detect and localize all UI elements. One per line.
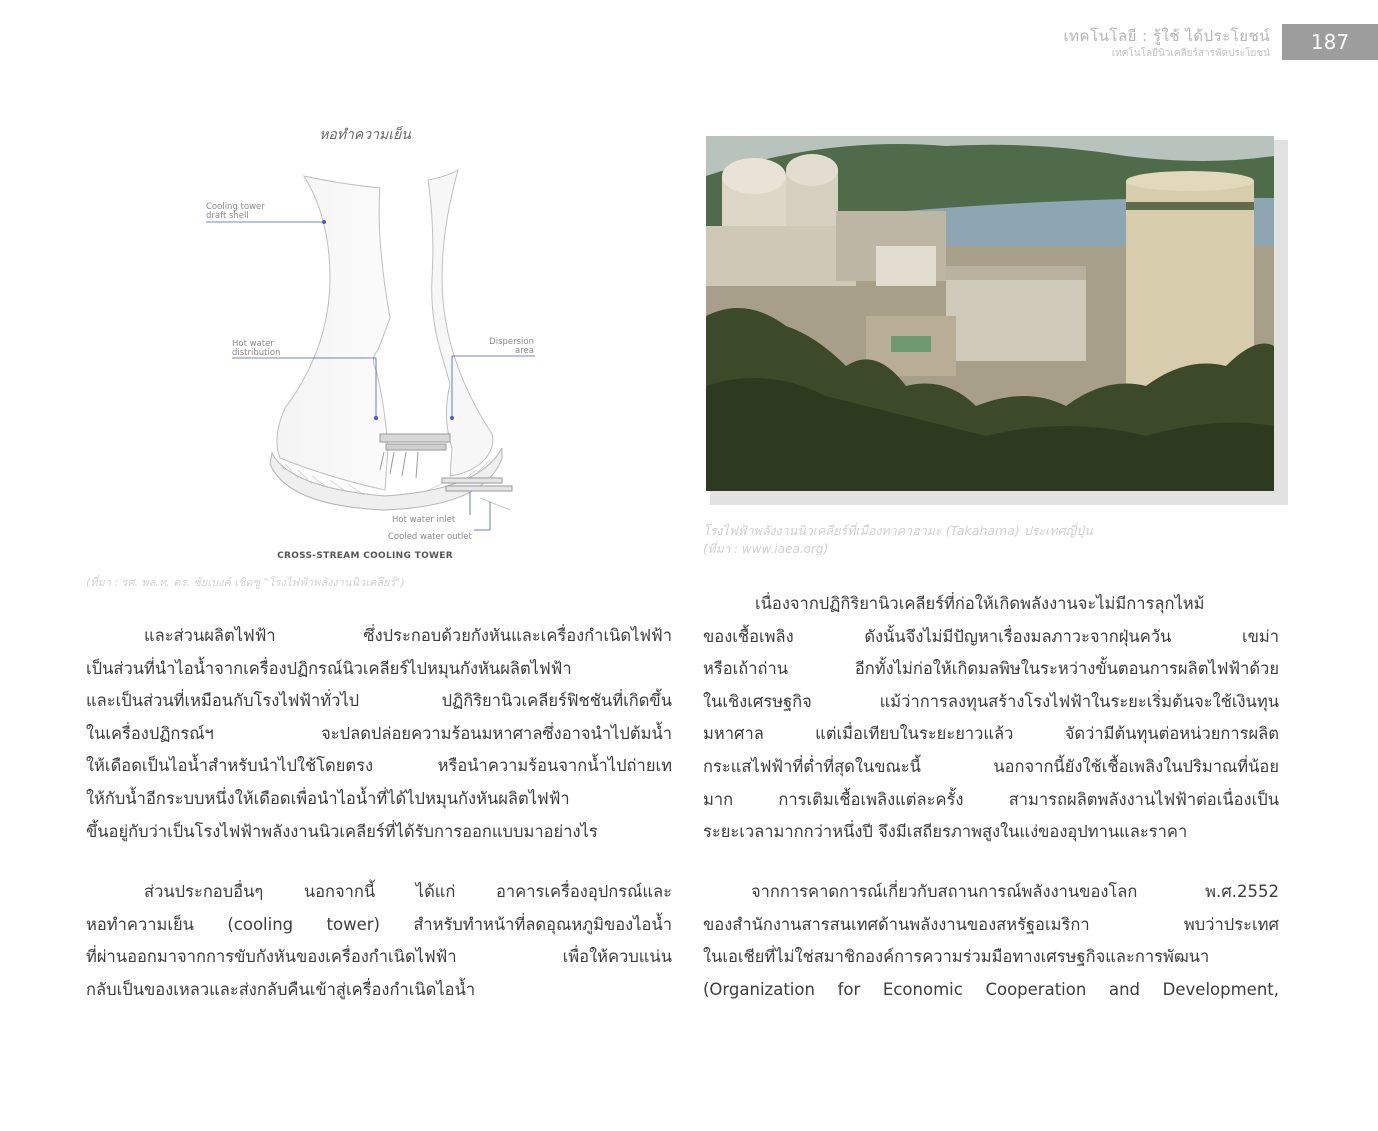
label-draft-shell: draft shell	[206, 211, 249, 221]
text-line: ส่วนประกอบอื่นๆ นอกจากนี้ ได้แก่ อาคารเครื่องอุปกรณ์และ	[144, 882, 672, 901]
text-line: หรือเถ้าถ่าน อีกทั้งไม่ก่อให้เกิดมลพิษในระหว่างขั้นตอนการผลิตไฟฟ้าด้วย	[703, 659, 1279, 679]
text-line: ที่ผ่านออกมาจากการขับกังหันของเครื่องกำเนิดไฟฟ้า เพื่อให้ควบแน่น	[86, 947, 672, 967]
text-line: ในเครื่องปฏิกรณ์ฯ จะปลดปล่อยความร้อนมหาศาลซึ่งอาจนำไปต้มน้ำ	[86, 723, 672, 743]
photo-caption: โรงไฟฟ้าพลังงานนิวเคลียร์ที่เมืองทาคาฮามะ (Takahama) ประเทศญี่ปุ่น	[703, 523, 1093, 538]
text-line: และส่วนผลิตไฟฟ้า ซึ่งประกอบด้วยกังหันและเครื่องกำเนิดไฟฟ้า	[144, 626, 672, 645]
label-hot-water: Hot water	[232, 339, 274, 349]
text-line: ให้กับน้ำอีกระบบหนึ่งให้เดือดเพื่อนำไอน้ำที่ได้ไปหมุนกังหันผลิตไฟฟ้า	[86, 788, 570, 808]
text-line: กลับเป็นของเหลวและส่งกลับคืนเข้าสู่เครื่องกำเนิดไอน้ำ	[86, 979, 476, 999]
text-line: หอทำความเย็น (cooling tower) สำหรับทำหน้าที่ลดอุณหภูมิของไอน้ำ	[86, 914, 672, 934]
page-number: 187	[1310, 30, 1350, 54]
paragraph-power-generation	[86, 620, 672, 848]
label-distribution: distribution	[232, 348, 281, 358]
tower-shell-right	[428, 170, 493, 476]
text-line: กระแสไฟฟ้าที่ต่ำที่สุดในขณะนี้ นอกจากนี้ยังใช้เชื้อเพลิงในปริมาณที่น้อย	[703, 756, 1279, 776]
text-line: (Organization for Economic Cooperation and Development,	[703, 979, 1279, 999]
text-line: เป็นส่วนที่นำไอน้ำจากเครื่องปฏิกรณ์นิวเคลียร์ไปหมุนกังหันผลิตไฟฟ้า	[86, 658, 572, 678]
text-line: เนื่องจากปฏิกิริยานิวเคลียร์ที่ก่อให้เกิดพลังงานจะไม่มีการลุกไหม้	[755, 594, 1205, 613]
diagram-caption: CROSS-STREAM COOLING TOWER	[277, 551, 453, 561]
photo-source: (ที่มา : www.iaea.org)	[703, 542, 829, 556]
label-cooled-water-outlet: Cooled water outlet	[388, 532, 472, 542]
paragraph-advantages	[703, 588, 1279, 849]
label-hot-water-inlet: Hot water inlet	[392, 515, 456, 525]
text-line: ในเชิงเศรษฐกิจ แม้ว่าการลงทุนสร้างโรงไฟฟ้าในระยะเริ่มต้นจะใช้เงินทุน	[703, 691, 1279, 711]
running-header-subtitle: เทคโนโลยีนิวเคลียร์สารพัดประโยชน์	[1111, 48, 1270, 59]
text-line: ของสำนักงานสารสนเทศด้านพลังงานของสหรัฐอเมริกา พบว่าประเทศ	[703, 914, 1279, 934]
diagram-title: หอทำความเย็น	[319, 127, 411, 143]
text-line: ในเอเชียที่ไม่ใช่สมาชิกองค์การความร่วมมือทางเศรษฐกิจและการพัฒนา	[703, 947, 1210, 967]
text-line: ระยะเวลามากกว่าหนึ่งปี จึงมีเสถียรภาพสูงในแง่ของอุปทานและราคา	[703, 822, 1188, 842]
text-line: ขึ้นอยู่กับว่าเป็นโรงไฟฟ้าพลังงานนิวเคลียร์ที่ได้รับการออกแบบมาอย่างไร	[86, 821, 598, 841]
label-cooling-tower: Cooling tower	[206, 202, 265, 212]
paragraph-energy-forecast	[703, 876, 1279, 1006]
label-area: area	[515, 346, 534, 356]
nuclear-plant-photo	[706, 136, 1274, 491]
running-header-title: เทคโนโลยี : รู้ใช้ ได้ประโยชน์	[1063, 27, 1270, 45]
text-line: จากการคาดการณ์เกี่ยวกับสถานการณ์พลังงานของโลก พ.ศ.2552	[751, 882, 1279, 901]
text-line: มหาศาล แต่เมื่อเทียบในระยะยาวแล้ว จัดว่ามีต้นทุนต่อหน่วยการผลิต	[703, 724, 1279, 744]
text-line: ให้เดือดเป็นไอน้ำสำหรับนำไปใช้โดยตรง หรือนำความร้อนจากน้ำไปถ่ายเท	[86, 756, 672, 776]
diagram-credit: (ที่มา : รศ. พล.ท. ดร. ชัยเบงค์ เชิดชู "โรงไฟฟ้าพลังงานนิวเคลียร์")	[86, 576, 405, 589]
paragraph-other-components	[86, 876, 672, 1006]
text-line: และเป็นส่วนที่เหมือนกับโรงไฟฟ้าทั่วไป ปฏิกิริยานิวเคลียร์ฟิชชันที่เกิดขึ้น	[86, 691, 672, 711]
text-line: ของเชื้อเพลิง ดังนั้นจึงไม่มีปัญหาเรื่องมลภาวะจากฝุ่นควัน เขม่า	[703, 626, 1279, 646]
tower-shell-left	[277, 176, 390, 490]
text-line: มาก การเติมเชื้อเพลิงแต่ละครั้ง สามารถผลิตพลังงานไฟฟ้าต่อเนื่องเป็น	[703, 789, 1279, 809]
label-dispersion: Dispersion	[489, 337, 534, 347]
